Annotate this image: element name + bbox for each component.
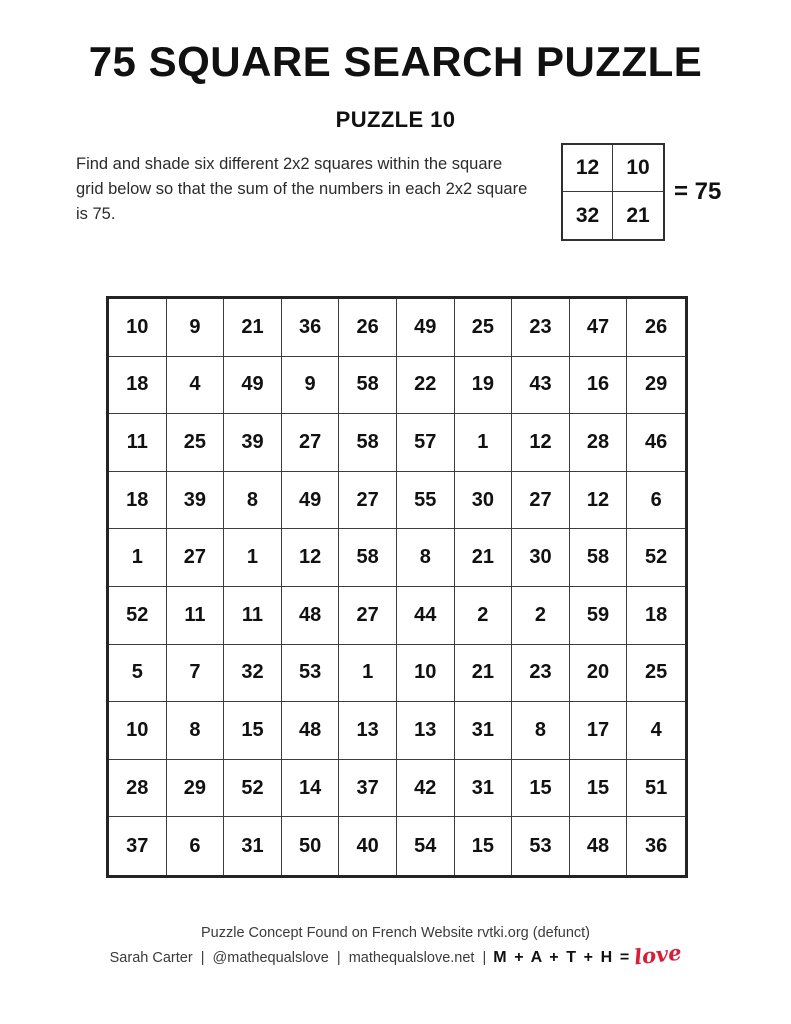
grid-cell[interactable]: 20 xyxy=(570,645,628,703)
grid-cell[interactable]: 31 xyxy=(224,817,282,875)
puzzle-grid[interactable] xyxy=(106,296,688,878)
grid-cell[interactable]: 48 xyxy=(282,702,340,760)
grid-cell[interactable]: 21 xyxy=(224,299,282,357)
grid-cell[interactable]: 27 xyxy=(512,472,570,530)
grid-cell[interactable]: 49 xyxy=(397,299,455,357)
example-cell: 21 xyxy=(626,203,650,227)
grid-cell[interactable]: 17 xyxy=(570,702,628,760)
footer-source-line: Puzzle Concept Found on French Website rvtki.org (defunct) xyxy=(200,925,590,941)
grid-cell[interactable]: 15 xyxy=(570,760,628,818)
grid-cell[interactable]: 7 xyxy=(167,645,225,703)
grid-cell[interactable]: 58 xyxy=(339,357,397,415)
grid-cell[interactable]: 39 xyxy=(224,414,282,472)
grid-cell[interactable]: 12 xyxy=(570,472,628,530)
grid-cell[interactable]: 49 xyxy=(224,357,282,415)
grid-cell[interactable]: 36 xyxy=(645,834,668,857)
grid-cell[interactable]: 11 xyxy=(109,414,167,472)
grid-cell[interactable]: 57 xyxy=(397,414,455,472)
grid-cell[interactable]: 32 xyxy=(224,645,282,703)
grid-cell[interactable]: 6 xyxy=(167,817,225,875)
grid-cell[interactable]: 10 xyxy=(397,645,455,703)
example-cell: 10 xyxy=(613,145,663,192)
grid-cell[interactable]: 18 xyxy=(109,472,167,530)
grid-cell[interactable]: 13 xyxy=(397,702,455,760)
grid-cell[interactable]: 2 xyxy=(455,587,513,645)
grid-cell[interactable]: 27 xyxy=(339,472,397,530)
grid-cell[interactable]: 53 xyxy=(512,817,570,875)
grid-cell[interactable]: 26 xyxy=(339,299,397,357)
grid-cell[interactable]: 1 xyxy=(455,414,513,472)
grid-cell[interactable]: 59 xyxy=(570,587,628,645)
grid-cell[interactable]: 53 xyxy=(282,645,340,703)
grid-cell[interactable]: 54 xyxy=(397,817,455,875)
grid-cell[interactable]: 30 xyxy=(512,529,570,587)
grid-cell[interactable]: 25 xyxy=(167,414,225,472)
grid-cell[interactable]: 52 xyxy=(109,587,167,645)
logo-equation-text: M + A + T + H = xyxy=(493,949,631,966)
grid-cell[interactable]: 37 xyxy=(109,817,167,875)
grid-cell[interactable]: 4 xyxy=(627,702,685,760)
grid-cell[interactable]: 1 xyxy=(109,529,167,587)
grid-cell[interactable]: 8 xyxy=(512,702,570,760)
grid-cell[interactable]: 12 xyxy=(512,414,570,472)
grid-cell[interactable]: 15 xyxy=(455,817,513,875)
grid-cell[interactable]: 12 xyxy=(282,529,340,587)
grid-cell[interactable]: 1 xyxy=(339,645,397,703)
grid-cell[interactable]: 48 xyxy=(570,817,628,875)
example-sum-label: = 75 xyxy=(674,178,722,205)
grid-cell[interactable]: 8 xyxy=(397,529,455,587)
grid-cell[interactable]: 9 xyxy=(167,299,225,357)
grid-cell[interactable]: 49 xyxy=(282,472,340,530)
grid-cell[interactable]: 21 xyxy=(455,645,513,703)
grid-cell[interactable]: 58 xyxy=(339,529,397,587)
grid-cell[interactable]: 39 xyxy=(167,472,225,530)
grid-cell[interactable]: 29 xyxy=(167,760,225,818)
example-cell: 12 xyxy=(563,145,613,192)
grid-cell[interactable]: 30 xyxy=(455,472,513,530)
grid-cell[interactable]: 27 xyxy=(167,529,225,587)
footer-author-credit: Sarah Carter | @mathequalslove | mathequalslove.net | xyxy=(109,950,487,966)
grid-cell[interactable]: 23 xyxy=(512,645,570,703)
instructions-text: Find and shade six different 2x2 squares within the square grid below so that the sum of the numbers in each 2x2 square is 75. xyxy=(76,155,528,223)
grid-cell[interactable]: 18 xyxy=(627,587,685,645)
grid-cell[interactable]: 51 xyxy=(627,760,685,818)
grid-cell[interactable]: 11 xyxy=(224,587,282,645)
grid-cell[interactable]: 2 xyxy=(512,587,570,645)
grid-cell[interactable]: 52 xyxy=(627,529,685,587)
grid-cell[interactable]: 47 xyxy=(570,299,628,357)
grid-cell[interactable]: 4 xyxy=(167,357,225,415)
grid-cell[interactable]: 21 xyxy=(455,529,513,587)
grid-cell[interactable]: 27 xyxy=(339,587,397,645)
grid-cell[interactable]: 10 xyxy=(109,299,167,357)
grid-cell[interactable]: 18 xyxy=(109,357,167,415)
grid-cell[interactable]: 58 xyxy=(570,529,628,587)
grid-cell[interactable]: 31 xyxy=(455,702,513,760)
grid-cell[interactable]: 8 xyxy=(224,472,282,530)
grid-cell[interactable]: 36 xyxy=(282,299,340,357)
grid-cell[interactable]: 19 xyxy=(455,357,513,415)
grid-cell[interactable]: 44 xyxy=(397,587,455,645)
grid-cell[interactable]: 23 xyxy=(512,299,570,357)
grid-cell[interactable]: 31 xyxy=(455,760,513,818)
grid-cell[interactable]: 8 xyxy=(167,702,225,760)
grid-cell[interactable]: 11 xyxy=(167,587,225,645)
grid-cell[interactable]: 58 xyxy=(339,414,397,472)
grid-cell[interactable]: 22 xyxy=(397,357,455,415)
grid-cell[interactable]: 26 xyxy=(627,299,685,357)
grid-cell[interactable]: 28 xyxy=(570,414,628,472)
grid-cell[interactable]: 5 xyxy=(109,645,167,703)
page-title: 75 SQUARE SEARCH PUZZLE xyxy=(88,38,703,85)
grid-cell[interactable]: 25 xyxy=(455,299,513,357)
example-cell: 32 xyxy=(563,192,613,239)
footer-credit-line xyxy=(0,939,791,970)
grid-cell[interactable]: 42 xyxy=(397,760,455,818)
grid-cell[interactable]: 1 xyxy=(224,529,282,587)
grid-cell[interactable]: 40 xyxy=(339,817,397,875)
grid-cell[interactable]: 15 xyxy=(224,702,282,760)
grid-cell[interactable]: 43 xyxy=(512,357,570,415)
grid-cell[interactable]: 15 xyxy=(512,760,570,818)
grid-cell[interactable]: 13 xyxy=(339,702,397,760)
grid-cell[interactable]: 9 xyxy=(282,357,340,415)
grid-cell[interactable]: 27 xyxy=(282,414,340,472)
grid-cell[interactable]: 28 xyxy=(109,760,167,818)
grid-cell[interactable]: 48 xyxy=(282,587,340,645)
grid-cell[interactable]: 25 xyxy=(627,645,685,703)
grid-cell[interactable]: 52 xyxy=(224,760,282,818)
footer xyxy=(0,922,791,970)
grid-cell[interactable]: 6 xyxy=(627,472,685,530)
math-equals-love-logo xyxy=(493,939,683,970)
grid-cell[interactable]: 50 xyxy=(282,817,340,875)
example-grid xyxy=(561,143,665,241)
puzzle-number-subtitle: PUZZLE 10 xyxy=(335,107,456,132)
grid-cell[interactable]: 46 xyxy=(627,414,685,472)
grid-cell[interactable]: 14 xyxy=(282,760,340,818)
example-container xyxy=(561,143,721,241)
grid-cell[interactable]: 16 xyxy=(570,357,628,415)
grid-cell[interactable]: 37 xyxy=(339,760,397,818)
grid-cell[interactable]: 55 xyxy=(397,472,455,530)
grid-cell[interactable]: 29 xyxy=(627,357,685,415)
grid-cell[interactable]: 10 xyxy=(109,702,167,760)
logo-love-script: love xyxy=(632,939,683,970)
